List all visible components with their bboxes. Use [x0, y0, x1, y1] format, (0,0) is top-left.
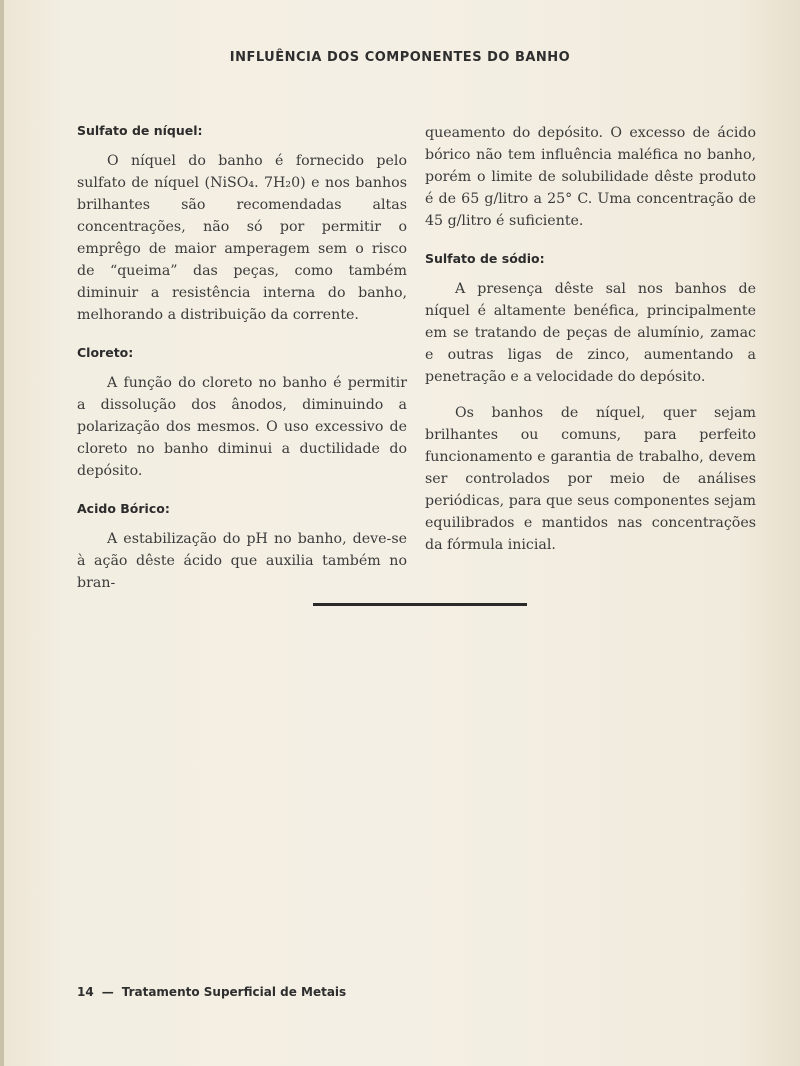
paragraph-sulfato-de-niquel: O níquel do banho é fornecido pelo sulfato de níquel (NiSO₄. 7H₂0) e nos banhos brilhantes são recomendadas altas concentrações, não só por permitir o emprêgo de maior amperagem sem o risco de “queima” das peças, como também diminuir a resistência interna do banho, melhorando a distribuição da corrente. — [77, 153, 407, 323]
paragraph-acido-borico: A estabilização do pH no banho, deve-se à ação dêste ácido que auxilia também no bran- — [77, 531, 407, 591]
section-heading-cloreto: Cloreto: — [77, 345, 134, 360]
paragraph-cloreto: A função do cloreto no banho é permitir a dissolução dos ânodos, diminuindo a polarização dos mesmos. O uso excessivo de cloreto no banho diminui a ductilidade do depósito. — [77, 375, 407, 479]
paragraph-continuation: queamento do depósito. O excesso de ácido bórico não tem influência maléfica no banho, porém o limite de solubilidade dêste produto é de 65 g/litro a 25° C. Uma concentração de 45 g/litro é suficiente. — [425, 125, 756, 229]
publication-title: Tratamento Superficial de Metais — [121, 985, 347, 999]
section-heading-sulfato-de-niquel: Sulfato de níquel: — [77, 123, 203, 138]
section-divider-rule — [313, 603, 527, 606]
page-footer — [77, 985, 346, 999]
section-heading-sulfato-de-sodio: Sulfato de sódio: — [425, 251, 545, 266]
page-edge — [0, 0, 4, 1066]
paragraph-sulfato-de-sodio: A presença dêste sal nos banhos de níquel é altamente benéfica, principalmente em se tratando de peças de alumínio, zamac e outras ligas de zinco, aumentando a penetração e a velocidade do depósito. — [425, 281, 756, 385]
running-title: INFLUÊNCIA DOS COMPONENTES DO BANHO — [229, 50, 571, 65]
paragraph-controle-dos-banhos: Os banhos de níquel, quer sejam brilhantes ou comuns, para perfeito funcionamento e garantia de trabalho, devem ser controlados por meio de análises periódicas, para que seus componentes sejam equilibrados e mantidos nas concentrações da fórmula inicial. — [425, 405, 756, 553]
footer-dash: — — [101, 985, 114, 999]
section-heading-acido-borico: Acido Bórico: — [77, 501, 170, 516]
right-column — [425, 122, 756, 556]
left-column — [77, 122, 407, 594]
page-number: 14 — [77, 985, 94, 999]
